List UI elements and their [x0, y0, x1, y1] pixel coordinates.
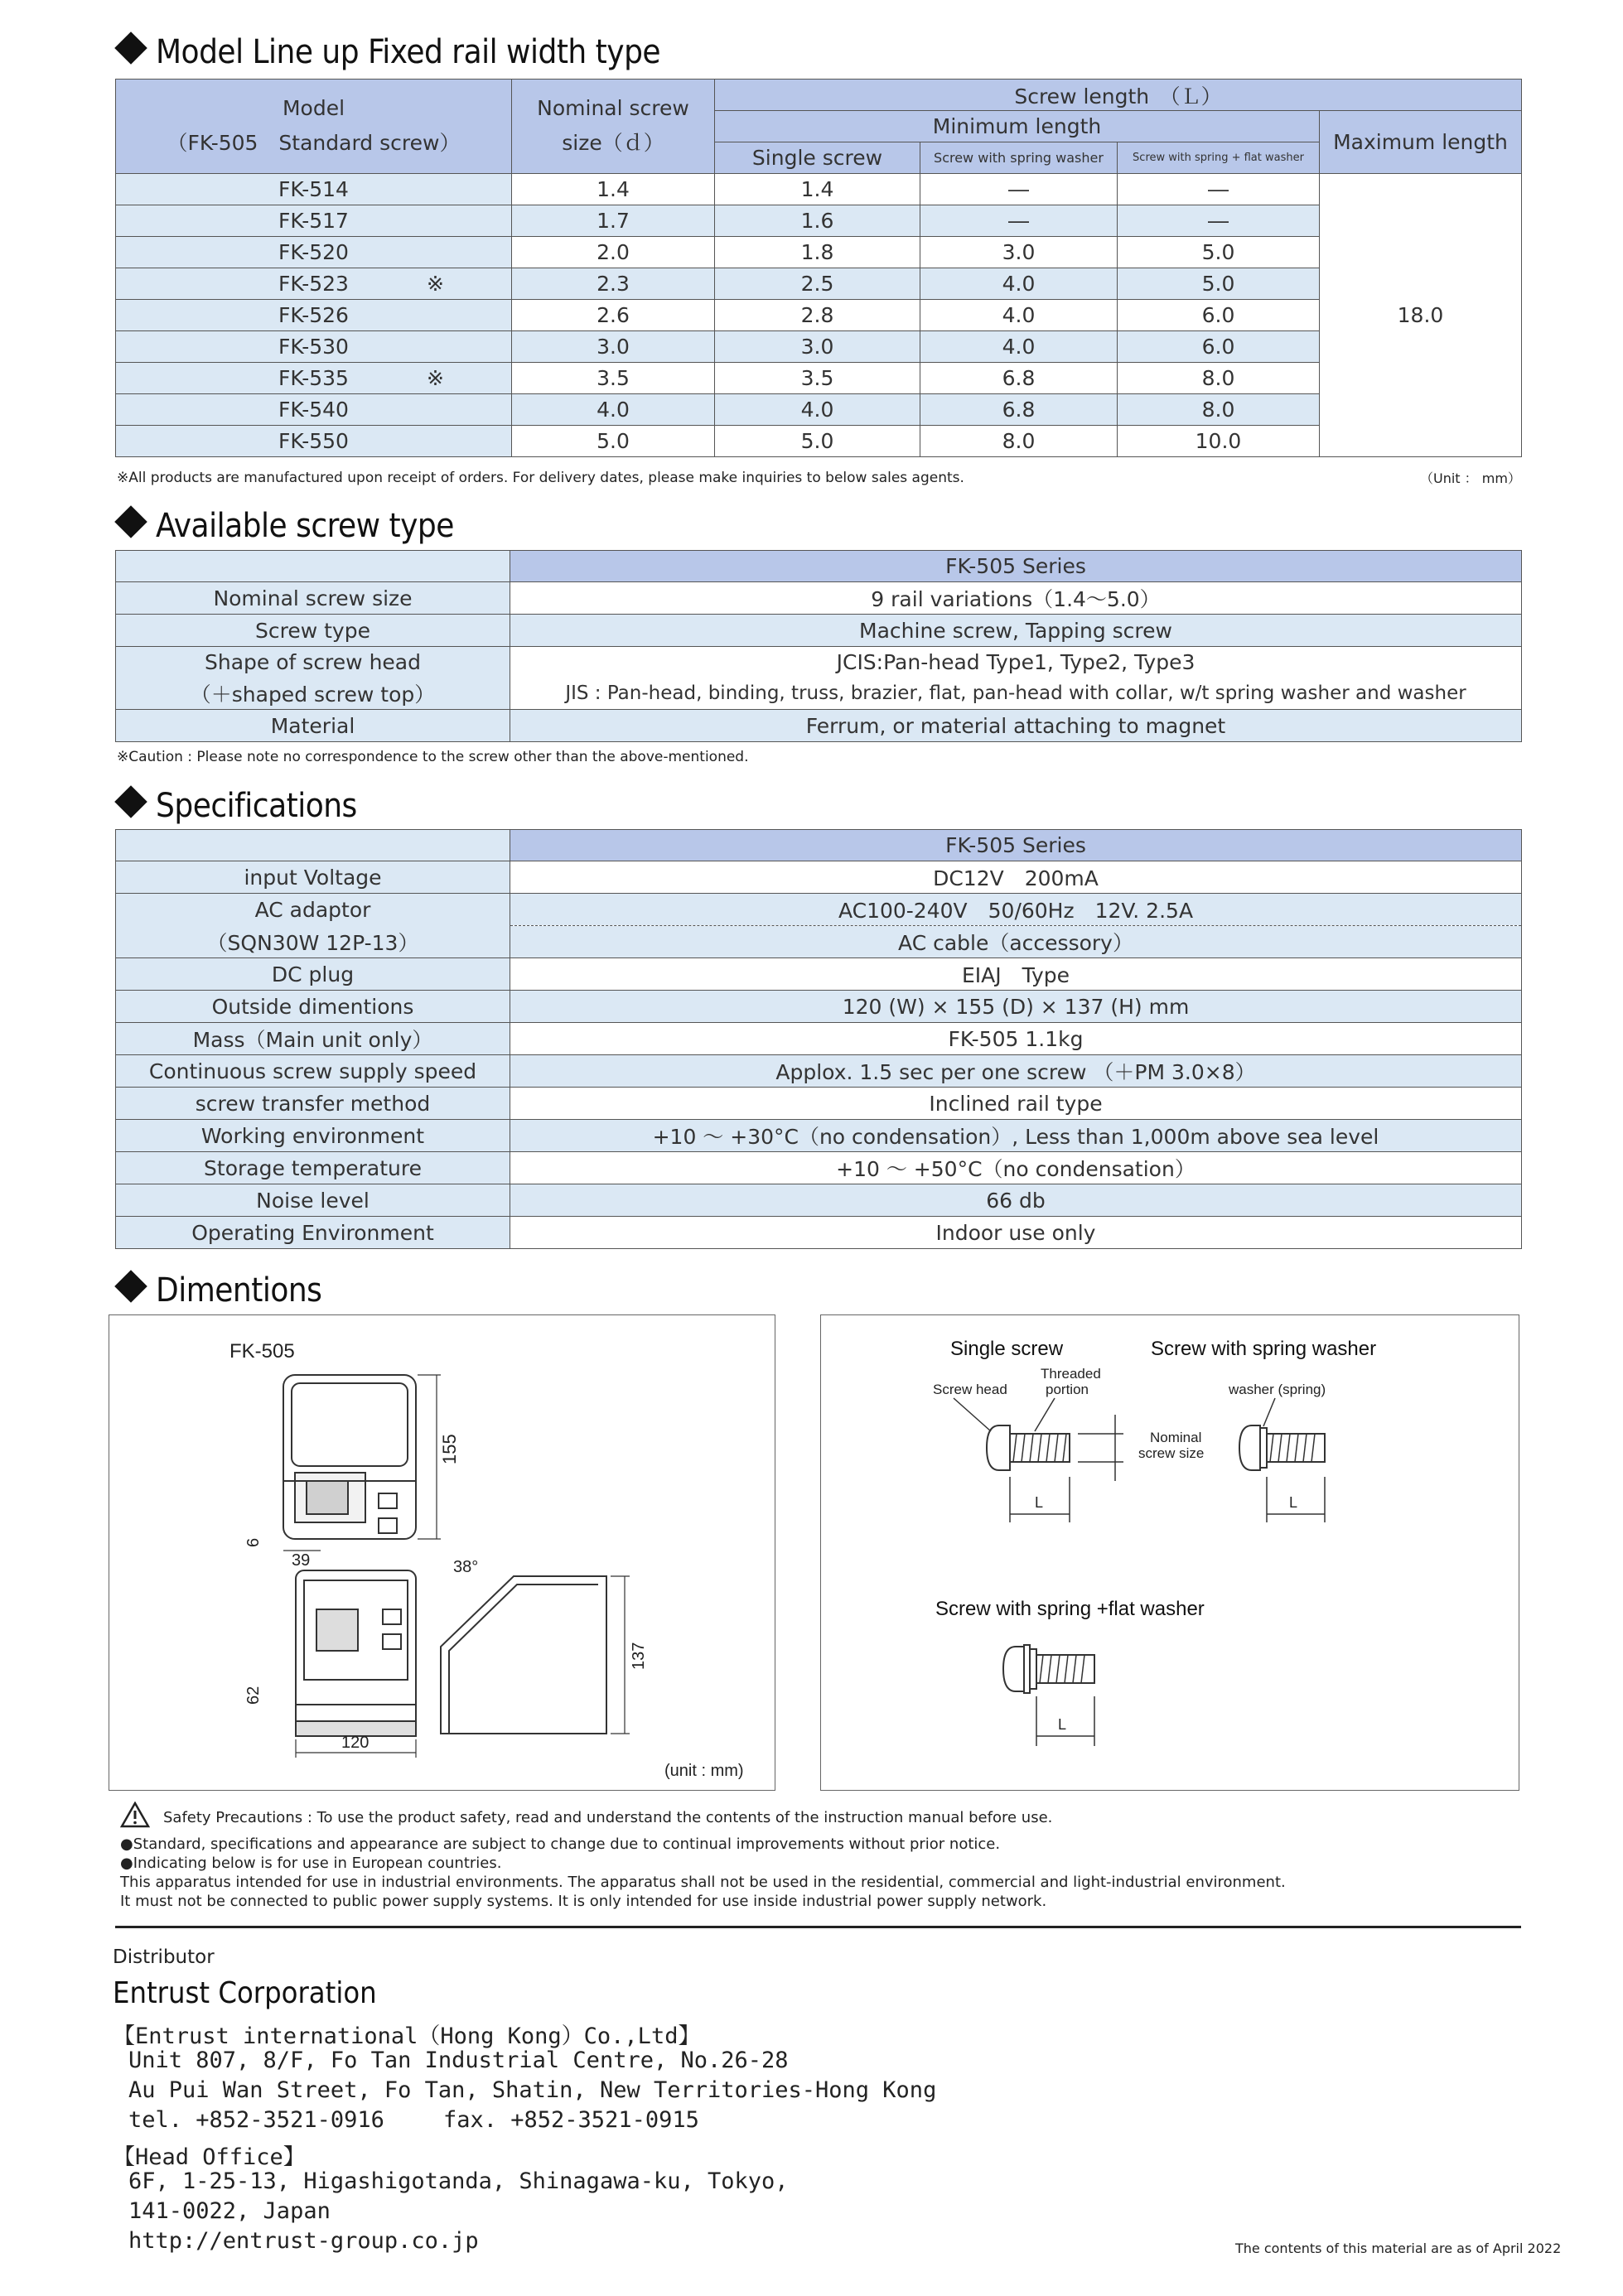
table-row: FK-550 5.0 5.0 8.0 10.0 [116, 426, 1522, 457]
table-row: FK-514 1.4 1.4 ― ― 18.0 [116, 174, 1522, 205]
series-header: FK-505 Series [510, 551, 1522, 582]
hdr-single: Single screw [715, 142, 920, 174]
hdr-nominal: Nominal screw size（ｄ） [512, 80, 715, 174]
svg-text:6: 6 [244, 1537, 263, 1547]
hdr-spring-flat: Screw with spring + flat washer [1118, 142, 1320, 174]
svg-text:portion: portion [1046, 1382, 1089, 1397]
svg-text:FK-505: FK-505 [229, 1340, 295, 1363]
svg-text:62: 62 [244, 1686, 263, 1705]
table-row: FK-540 4.0 4.0 6.8 8.0 [116, 394, 1522, 426]
lineup-title: Model Line up Fixed rail width type [114, 33, 660, 71]
lineup-table [115, 79, 1522, 457]
fax: fax. +852-3521-0915 [443, 2107, 699, 2133]
svg-text:Nominal: Nominal [1150, 1430, 1202, 1445]
precaution-line: This apparatus intended for use in industrial environments. The apparatus shall not be used in the residential, commercial and light-industrial environment. [120, 1874, 1286, 1891]
hdr-screw-length: Screw length （Ｌ） [715, 80, 1522, 111]
svg-text:washer (spring): washer (spring) [1229, 1382, 1326, 1397]
svg-text:Single screw: Single screw [950, 1338, 1064, 1360]
table-row: FK-520 2.0 1.8 3.0 5.0 [116, 237, 1522, 268]
head-office-label: 【Head Office】 [113, 2144, 306, 2170]
svg-text:screw size: screw size [1138, 1445, 1205, 1461]
screw-type-note: ※Caution : Please note no correspondence to the screw other than the above-mentioned. [117, 749, 749, 765]
tel: tel. +852-3521-0916 [128, 2107, 384, 2133]
svg-text:38°: 38° [453, 1558, 479, 1576]
safety-note: Safety Precautions : To use the product safety, read and understand the contents of the instruction manual before use. [163, 1809, 1053, 1826]
screw-drawing-box [820, 1314, 1519, 1791]
company-name: Entrust Corporation [113, 1976, 377, 2010]
address-line: 141-0022, Japan [128, 2198, 331, 2224]
mark: ※ [427, 366, 444, 390]
warning-icon [120, 1802, 150, 1831]
lineup-unit: （Unit ： mm） [1420, 470, 1521, 486]
precaution-line: It must not be connected to public power supply systems. It is only intended for use inside industrial power supply network. [120, 1893, 1047, 1910]
hdr-model: Model （FK-505 Standard screw） [116, 80, 512, 174]
screw-type-table: FK-505 Series Nominal screw size 9 rail variations（1.4～5.0） Screw type Machine screw, Tapping screw Shape of screw head JCIS:Pan-head Type1, Type2, Type3 （＋shaped screw top） JIS : Pan-head, binding, truss, brazier, flat, pan-head with collar, w/t spring washer and washer Material Ferrum, or material attaching to magnet [115, 550, 1522, 742]
svg-text:Threaded: Threaded [1041, 1366, 1101, 1382]
divider [115, 1926, 1521, 1928]
table-row: FK-530 3.0 3.0 4.0 6.0 [116, 331, 1522, 363]
address-line: Au Pui Wan Street, Fo Tan, Shatin, New Territories-Hong Kong [128, 2077, 937, 2103]
mark: ※ [427, 272, 444, 296]
branch-name: 【Entrust international（Hong Kong）Co.,Ltd】 [113, 2023, 701, 2049]
address-line: 6F, 1-25-13, Higashigotanda, Shinagawa-ku, Tokyo, [128, 2168, 789, 2194]
dimentions-title: Dimentions [114, 1271, 321, 1310]
svg-text:155: 155 [439, 1434, 460, 1464]
table-row: FK-526 2.6 2.8 4.0 6.0 [116, 300, 1522, 331]
specs-title: Specifications [114, 787, 357, 825]
precaution-line: ●Standard, specifications and appearance are subject to change due to continual improvements without prior notice. [120, 1835, 1001, 1853]
table-row: FK-523 ※ 2.3 2.5 4.0 5.0 [116, 268, 1522, 300]
svg-text:39: 39 [292, 1551, 311, 1570]
precaution-line: ●Indicating below is for use in European countries. [120, 1855, 502, 1872]
table-row: FK-535 ※ 3.5 3.5 6.8 8.0 [116, 363, 1522, 394]
svg-text:L: L [1035, 1494, 1044, 1511]
svg-text:(unit : mm): (unit : mm) [664, 1762, 744, 1780]
distributor-label: Distributor [113, 1946, 215, 1968]
hdr-spring: Screw with spring washer [920, 142, 1118, 174]
address-line: Unit 807, 8/F, Fo Tan Industrial Centre, No.26-28 [128, 2048, 789, 2073]
website-link[interactable]: http://entrust-group.co.jp [128, 2228, 479, 2254]
as-of-note: The contents of this material are as of April 2022 [1235, 2241, 1562, 2256]
lineup-note: ※All products are manufactured upon receipt of orders. For delivery dates, please make inquiries to below sales agents. [117, 470, 964, 486]
max-length-value: 18.0 [1320, 174, 1522, 457]
hdr-min-length: Minimum length [715, 111, 1320, 142]
svg-text:Screw head: Screw head [933, 1382, 1007, 1397]
screw-type-title: Available screw type [114, 507, 454, 545]
specs-table: FK-505 Series input Voltage DC12V 200mA AC adaptor AC100-240V 50/60Hz 12V. 2.5A （SQN30W 12P-13） AC cable（accessory） DC plug EIAJ Type Outside dimentions 120 (W) × 155 (D) × 137 (H) mm Mass（Main unit only） FK-505 1.1kg Continuous screw supply speed Applox. 1.5 sec per one screw （＋PM 3.0×8） screw transfer method Inclined rail type Working environment +10 ～ +30°C（no condensation）, Less than 1,000m above sea level Storage temperature +10 ～ +50°C（no condensation） Noise level 66 db Operating Environment Indoor use only [115, 829, 1522, 1249]
svg-text:120: 120 [341, 1734, 370, 1752]
svg-text:L: L [1289, 1494, 1298, 1511]
svg-text:Screw with spring washer: Screw with spring washer [1151, 1338, 1377, 1360]
device-drawing [109, 1315, 775, 1790]
dimension-drawing-box [109, 1314, 775, 1791]
hdr-max-length: Maximum length [1320, 111, 1522, 174]
svg-text:Screw with spring +flat washe: Screw with spring +flat washer [935, 1598, 1205, 1620]
table-row: FK-517 1.7 1.6 ― ― [116, 205, 1522, 237]
svg-text:L: L [1058, 1716, 1067, 1733]
screw-drawing [821, 1315, 1519, 1790]
svg-text:137: 137 [630, 1642, 648, 1670]
